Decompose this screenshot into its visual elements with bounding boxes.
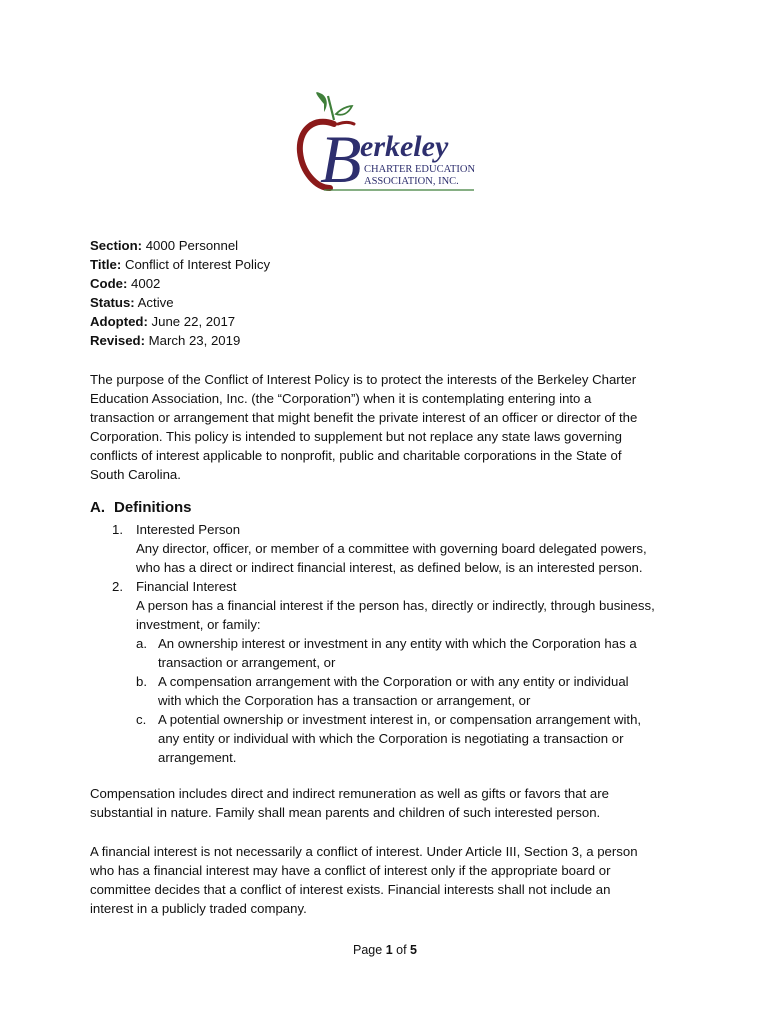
financial-interest-paragraph	[90, 842, 690, 918]
item-title: Interested Person	[136, 522, 241, 537]
page-total: 5	[410, 943, 417, 957]
text-line: who has a direct or indirect financial interest, as defined below, is an interested person.	[136, 560, 643, 575]
page-footer: Page 1 of 5	[353, 943, 417, 957]
apple-logo-icon	[294, 90, 484, 195]
text-line: Education Association, Inc. (the “Corporation”) when it is contemplating entering into a	[90, 391, 592, 406]
text-line: transaction or arrangement, or	[158, 655, 336, 670]
definitions-list	[112, 520, 692, 767]
text-line: investment, or family:	[136, 617, 261, 632]
text-line: South Carolina.	[90, 467, 181, 482]
policy-meta	[90, 236, 270, 350]
berkeley-logo	[294, 90, 484, 195]
meta-title: Title: Conflict of Interest Policy	[90, 257, 271, 272]
sub-item: a. An ownership interest or investment in any entity with which the Corporation has a transaction or arrangement, or	[136, 634, 692, 672]
list-item: 1. Interested Person Any director, officer, or member of a committee with governing board delegated powers, who has a direct or indirect financial interest, as defined below, is an interested person.	[112, 520, 692, 577]
text-line: who has a financial interest may have a conflict of interest only if the appropriate board or	[90, 863, 611, 878]
logo-line2: ASSOCIATION, INC.	[364, 176, 459, 187]
logo-name: erkeley	[360, 130, 449, 163]
meta-code: Code: 4002	[90, 276, 161, 291]
text-line: arrangement.	[158, 750, 237, 765]
text-line: interest in a publicly traded company.	[90, 901, 307, 916]
text-line: A financial interest is not necessarily a conflict of interest. Under Article III, Section 3, a person	[90, 844, 638, 859]
text-line: A person has a financial interest if the person has, directly or indirectly, through business,	[136, 598, 655, 613]
text-line: Corporation. This policy is intended to supplement but not replace any state laws governing	[90, 429, 622, 444]
logo-initial: B	[320, 121, 362, 195]
text-line: committee decides that a conflict of interest exists. Financial interests shall not include an	[90, 882, 611, 897]
text-line: substantial in nature. Family shall mean parents and children of such interested person.	[90, 805, 601, 820]
text-line: transaction or arrangement that might benefit the private interest of an officer or director of the	[90, 410, 638, 425]
text-line: Compensation includes direct and indirect remuneration as well as gifts or favors that are	[90, 786, 609, 801]
text-line: with which the Corporation has a transaction or arrangement, or	[158, 693, 531, 708]
text-line: An ownership interest or investment in any entity with which the Corporation has a	[158, 636, 637, 651]
definitions-heading: A. Definitions	[90, 499, 192, 516]
list-item: 2. Financial Interest A person has a financial interest if the person has, directly or indirectly, through business, investment, or family: a. An ownership interest or investment in any entity with which the Corporation has a transaction or arrangement, or b. A compensation arrangement with the Corporation or with any entity or individual with which the Corporation has a transaction or arrangement, or c. A potential ownership or investment interest in, or compensation arrangement with, any entity or individual with which the Corporation is negotiating a transaction or arrangement.	[112, 577, 692, 767]
meta-revised: Revised: March 23, 2019	[90, 333, 241, 348]
meta-adopted: Adopted: June 22, 2017	[90, 314, 236, 329]
compensation-paragraph	[90, 784, 690, 822]
item-title: Financial Interest	[136, 579, 237, 594]
meta-section: Section: 4000 Personnel	[90, 238, 239, 253]
page-number: 1	[385, 943, 393, 957]
meta-status: Status: Active	[90, 295, 174, 310]
sub-item: b. A compensation arrangement with the Corporation or with any entity or individual with which the Corporation has a transaction or arrangement, or	[136, 672, 692, 710]
purpose-paragraph	[90, 370, 690, 484]
text-line: conflicts of interest applicable to nonprofit, public and charitable corporations in the State of	[90, 448, 622, 463]
text-line: A compensation arrangement with the Corporation or with any entity or individual	[158, 674, 629, 689]
text-line: A potential ownership or investment interest in, or compensation arrangement with,	[158, 712, 642, 727]
text-line: Any director, officer, or member of a committee with governing board delegated powers,	[136, 541, 647, 556]
text-line: The purpose of the Conflict of Interest Policy is to protect the interests of the Berkeley Charter	[90, 372, 637, 387]
sub-item: c. A potential ownership or investment interest in, or compensation arrangement with, any entity or individual with which the Corporation is negotiating a transaction or arrangement.	[136, 710, 692, 767]
text-line: any entity or individual with which the Corporation is negotiating a transaction or	[158, 731, 624, 746]
logo-line1: CHARTER EDUCATION	[364, 164, 476, 175]
